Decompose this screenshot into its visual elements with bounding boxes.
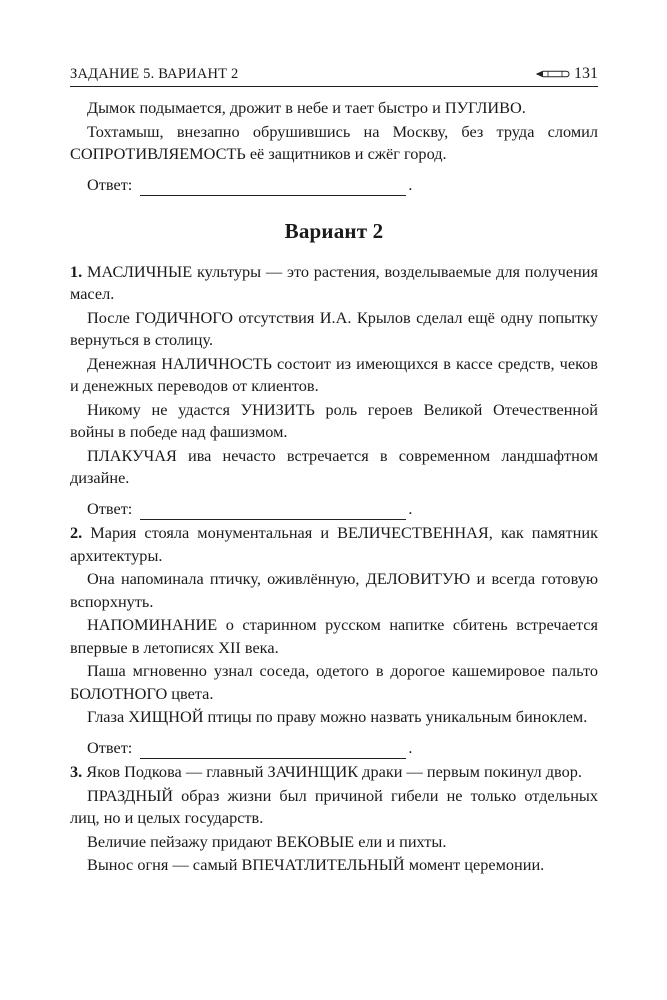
answer-end: . (408, 174, 413, 194)
page-content (70, 97, 598, 877)
answer-label: Ответ: (87, 174, 133, 194)
answer-field (87, 174, 598, 197)
task-first-line (70, 522, 598, 567)
intro-line: Тохтамыш, внезапно обрушившись на Москву, без труда сломил СОПРОТИВЛЯЕМОСТЬ её защитников и сжёг город. (70, 121, 598, 163)
page-number-block (536, 65, 598, 83)
answer-field (87, 498, 598, 521)
task-sentence: ПРАЗДНЫЙ образ жизни был причиной гибели не только отдельных лиц, но и целых государств. (70, 785, 598, 827)
task-sentence: После ГОДИЧНОГО отсутствия И.А. Крылов сделал ещё одну попытку вернуться в столицу. (70, 307, 598, 349)
page (70, 62, 598, 878)
task-first-line (70, 761, 598, 784)
answer-end: . (408, 498, 413, 518)
variant-heading: Вариант 2 (284, 219, 384, 243)
page-number: 131 (574, 65, 598, 82)
task-sentence: ПЛАКУЧАЯ ива нечасто встречается в современном ландшафтном дизайне. (70, 445, 598, 487)
task-sentence: Мария стояла монументальная и ВЕЛИЧЕСТВЕННАЯ, как памятник архитектуры. (70, 523, 598, 565)
answer-blank-line[interactable] (140, 742, 406, 759)
task-sentence: Глаза ХИЩНОЙ птицы по праву можно назвать уникальным биноклем. (87, 707, 588, 726)
task-sentence: Никому не удастся УНИЗИТЬ роль героев Великой Отечественной войны в победе над фашизмом. (70, 399, 598, 441)
task-sentence: НАПОМИНАНИЕ о старинном русском напитке сбитень встречается впервые в летописях XII века. (70, 615, 598, 657)
intro-line: Дымок подымается, дрожит в небе и тает быстро и ПУГЛИВО. (87, 98, 526, 117)
answer-label: Ответ: (87, 498, 133, 518)
answer-end: . (408, 737, 413, 757)
task-sentence: Величие пейзажу придают ВЕКОВЫЕ ели и пихты. (87, 831, 447, 851)
task-number: 2. (70, 523, 83, 542)
task-sentence: Денежная НАЛИЧНОСТЬ состоит из имеющихся в кассе средств, чеков и денежных переводов от клиентов. (70, 353, 598, 395)
task-sentence: Яков Подкова — главный ЗАЧИНЩИК драки — первым покинул двор. (86, 762, 582, 781)
answer-field (87, 737, 598, 760)
section-title: ЗАДАНИЕ 5. ВАРИАНТ 2 (70, 65, 239, 82)
task-1 (70, 261, 598, 521)
answer-blank-line[interactable] (140, 503, 406, 520)
task-2 (70, 522, 598, 759)
answer-blank-line[interactable] (140, 179, 406, 196)
task-number: 1. (70, 261, 83, 281)
pen-icon (536, 69, 570, 79)
task-sentence: Она напоминала птичку, оживлённую, ДЕЛОВИТУЮ и всегда готовую вспорхнуть. (70, 569, 598, 611)
task-first-line (70, 261, 598, 306)
task-sentence: Вынос огня — самый ВПЕЧАТЛИТЕЛЬНЫЙ момент церемонии. (87, 855, 545, 874)
task-3 (70, 761, 598, 877)
answer-label: Ответ: (87, 737, 133, 757)
task-sentence: Паша мгновенно узнал соседа, одетого в дорогое кашемировое пальто БОЛОТНОГО цвета. (70, 661, 598, 703)
task-number: 3. (70, 762, 83, 781)
task-sentence: МАСЛИЧНЫЕ культуры — это растения, возделываемые для получения масел. (70, 261, 598, 303)
running-header (70, 62, 598, 87)
